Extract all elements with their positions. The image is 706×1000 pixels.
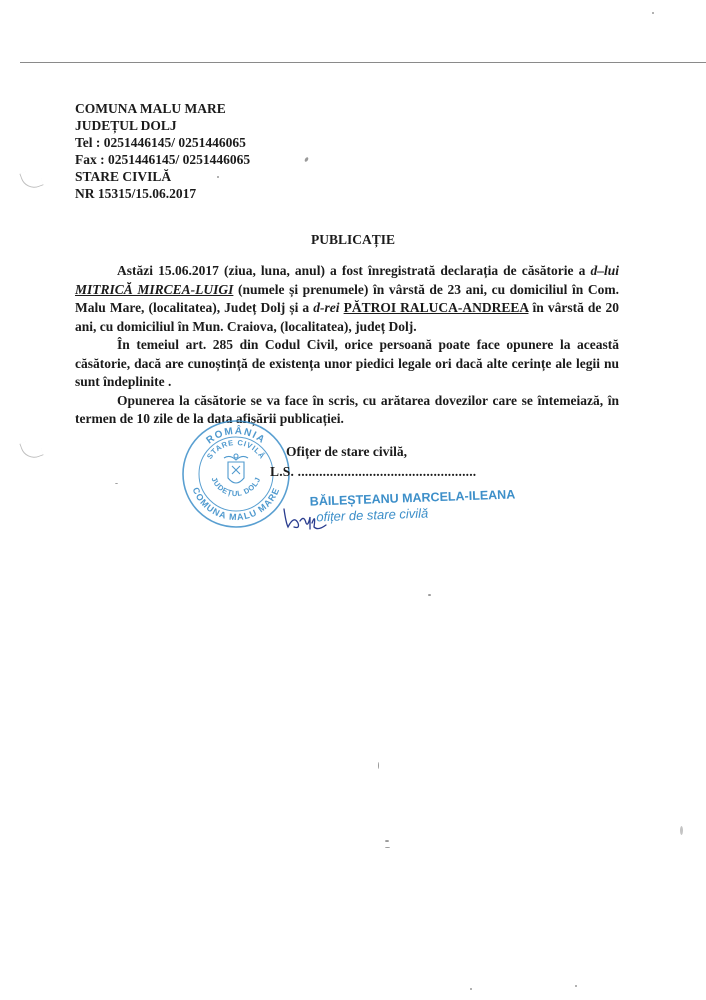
header-phone: Tel : 0251446145/ 0251446065 bbox=[75, 135, 246, 150]
legal-basis-paragraph: În temeiul art. 285 din Codul Civil, orice persoană poate face opunere la această căsătorie, dacă are cunoștință de existența unor piedici legale ori dacă alte cerințe ale legii nu sunt îndeplinite . bbox=[75, 337, 619, 389]
scan-speck bbox=[575, 985, 577, 987]
header-department: STARE CIVILĂ bbox=[75, 169, 172, 184]
scan-speck bbox=[378, 762, 379, 769]
stamp-top-text: ROMÂNIA bbox=[204, 425, 268, 447]
text-segment: (numele și prenumele) în vârstă de 23 ani, cu domiciliul în Com. Malu Mare, (localitatea), Județ Dolj și a bbox=[75, 281, 619, 315]
opposition-paragraph: Opunerea la căsătorie se va face în scris, cu arătarea dovezilor care se întemeiază, în termen de 10 zile de la data afișării publicației. bbox=[75, 392, 619, 426]
scan-speck bbox=[680, 826, 683, 835]
scan-edge-line bbox=[20, 62, 706, 63]
officer-name: BĂILEȘTEANU MARCELA-ILEANA bbox=[309, 487, 516, 509]
header-registration-number: NR 15315/15.06.2017 bbox=[75, 186, 197, 201]
stamp-bottom-text: COMUNA MALU MARE bbox=[190, 485, 282, 523]
scan-speck bbox=[385, 847, 390, 848]
groom-title: d–lui bbox=[590, 263, 619, 278]
handwritten-signature bbox=[280, 503, 328, 535]
scan-speck bbox=[304, 157, 309, 163]
header-county: JUDEȚUL DOLJ bbox=[75, 118, 177, 133]
seal-signature-line: L.S. .................................................. bbox=[270, 464, 477, 479]
issuer-header bbox=[75, 100, 250, 202]
header-commune: COMUNA MALU MARE bbox=[75, 101, 226, 116]
text-segment: Astăzi 15.06.2017 (ziua, luna, anul) a fost înregistrată declarația de căsătorie a bbox=[117, 263, 591, 278]
stamp-inner-text: JUDEȚUL DOLJ bbox=[209, 475, 263, 499]
scan-speck bbox=[428, 594, 431, 596]
groom-name: MITRICĂ MIRCEA-LUIGI bbox=[75, 281, 234, 297]
svg-text:JUDEȚUL DOLJ bbox=[210, 476, 263, 498]
officer-name-stamp bbox=[310, 486, 517, 525]
declaration-paragraph bbox=[75, 262, 619, 336]
scan-speck bbox=[652, 12, 654, 14]
scan-speck bbox=[385, 840, 389, 842]
text-segment: în vârstă de 20 ani, cu domiciliul în Mun. Craiova, (localitatea), județ Dolj. bbox=[75, 300, 619, 334]
punch-hole-mark bbox=[19, 167, 43, 191]
bride-title: d-rei bbox=[313, 300, 340, 315]
bride-name: PĂTROI RALUCA-ANDREEA bbox=[343, 300, 529, 315]
document-title: PUBLICAȚIE bbox=[310, 232, 396, 247]
document-body bbox=[75, 262, 619, 429]
scan-speck bbox=[115, 483, 118, 484]
coat-of-arms-icon bbox=[224, 454, 248, 483]
header-fax: Fax : 0251446145/ 0251446065 bbox=[75, 152, 251, 167]
officer-role: ofițer de stare civilă bbox=[316, 505, 429, 525]
officer-title: Ofițer de stare civilă, bbox=[286, 444, 407, 459]
stamp-middle-text: STARE CIVILĂ bbox=[204, 437, 268, 461]
scan-speck bbox=[470, 988, 472, 990]
signature-block bbox=[270, 442, 476, 482]
punch-hole-mark bbox=[19, 437, 43, 461]
